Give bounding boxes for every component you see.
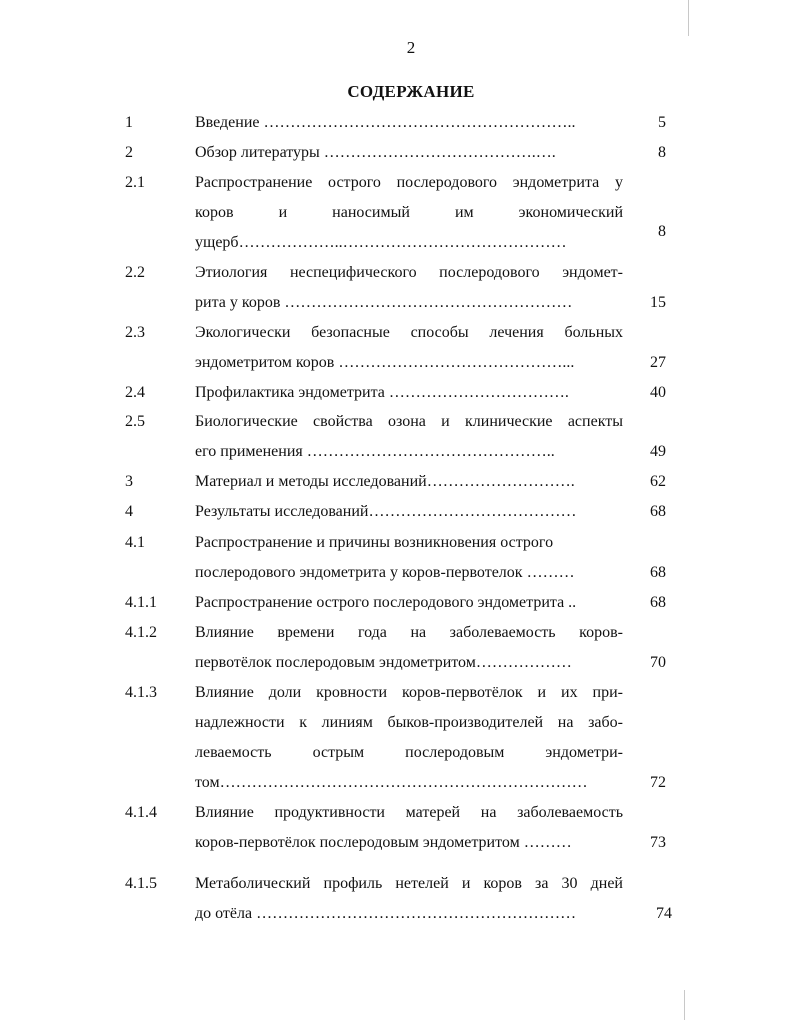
toc-entry-number: 2.1 <box>125 174 145 191</box>
toc-entry-page: 73 <box>650 834 666 851</box>
toc-entry-title-continued: до отёла …………………………………………………… <box>195 905 577 922</box>
toc-entry-page: 68 <box>650 594 666 611</box>
toc-entry-number: 2.5 <box>125 413 145 430</box>
toc-entry-title: Влияние продуктивности матерей на заболеваемость <box>195 804 623 821</box>
toc-entry-title: Влияние доли кровности коров-первотёлок и их при- <box>195 684 623 701</box>
toc-entry-number: 2.3 <box>125 324 145 341</box>
toc-entry-title-continued: леваемость острым послеродовым эндометри- <box>195 744 623 761</box>
toc-entry-page: 40 <box>650 384 666 401</box>
toc-entry-page: 15 <box>650 294 666 311</box>
toc-entry-page: 68 <box>650 503 666 520</box>
toc-entry-number: 1 <box>125 114 133 131</box>
toc-entry-page: 74 <box>656 905 672 922</box>
toc-entry-page: 70 <box>650 654 666 671</box>
toc-entry-title-continued: коров и наносимый им экономический <box>195 204 623 221</box>
toc-entry-title-continued: первотёлок послеродовым эндометритом……………… <box>195 654 572 671</box>
toc-entry-number: 2 <box>125 144 133 161</box>
toc-entry-page: 27 <box>650 354 666 371</box>
toc-entry-page: 68 <box>650 564 666 581</box>
toc-entry-title: Экологически безопасные способы лечения больных <box>195 324 623 341</box>
toc-entry-number: 2.2 <box>125 264 145 281</box>
scan-artifact-line <box>684 990 685 1020</box>
toc-entry-page: 72 <box>650 774 666 791</box>
toc-entry-page: 8 <box>658 223 666 240</box>
toc-entry-title: Введение ………………………………………………….. <box>195 114 576 131</box>
toc-entry-title-continued: том…………………………………………………………… <box>195 774 588 791</box>
toc-entry-page: 5 <box>658 114 666 131</box>
toc-entry-title: Обзор литературы ………………………………….…. <box>195 144 556 161</box>
toc-entry-page: 8 <box>658 144 666 161</box>
toc-entry-title: Этиология неспецифического послеродового эндомет- <box>195 264 623 281</box>
toc-entry-title-continued: послеродового эндометрита у коров-первотелок ……… <box>195 564 575 581</box>
toc-entry-page: 49 <box>650 443 666 460</box>
toc-entry-title: Материал и методы исследований………………………. <box>195 473 575 490</box>
toc-entry-title: Метаболический профиль нетелей и коров за 30 дней <box>195 875 623 892</box>
toc-entry-title: Результаты исследований………………………………… <box>195 503 577 520</box>
toc-entry-title-continued: ущерб………………..…………………………………… <box>195 234 567 251</box>
toc-entry-title-continued: коров-первотёлок послеродовым эндометритом ……… <box>195 834 572 851</box>
toc-entry-number: 2.4 <box>125 384 145 401</box>
toc-entry-title: Распространение и причины возникновения острого <box>195 534 554 551</box>
toc-entry-title: Влияние времени года на заболеваемость коров- <box>195 624 623 641</box>
toc-entry-title: Распространение острого послеродового эндометрита у <box>195 174 623 191</box>
toc-entry-number: 4.1.2 <box>125 624 157 641</box>
toc-entry-title-continued: надлежности к линиям быков-производителей на забо- <box>195 714 623 731</box>
toc-entry-title: Профилактика эндометрита ……………………………. <box>195 384 569 401</box>
toc-entry-title-continued: эндометритом коров ……………………………………... <box>195 354 575 371</box>
toc-entry-title: Распространение острого послеродового эндометрита .. <box>195 594 577 611</box>
toc-entry-title: Биологические свойства озона и клинические аспекты <box>195 413 623 430</box>
toc-entry-title-continued: рита у коров ……………………………………………… <box>195 294 573 311</box>
toc-entry-number: 4.1 <box>125 534 145 551</box>
page-number: 2 <box>406 38 416 57</box>
toc-entry-number: 4.1.1 <box>125 594 157 611</box>
toc-entry-number: 4.1.3 <box>125 684 157 701</box>
toc-entry-number: 3 <box>125 473 133 490</box>
scan-artifact-line <box>688 0 689 36</box>
toc-entry-title-continued: его применения ……………………………………….. <box>195 443 555 460</box>
page-title: СОДЕРЖАНИЕ <box>347 82 475 101</box>
toc-entry-number: 4.1.5 <box>125 875 157 892</box>
toc-entry-page: 62 <box>650 473 666 490</box>
toc-entry-number: 4.1.4 <box>125 804 157 821</box>
toc-entry-number: 4 <box>125 503 133 520</box>
